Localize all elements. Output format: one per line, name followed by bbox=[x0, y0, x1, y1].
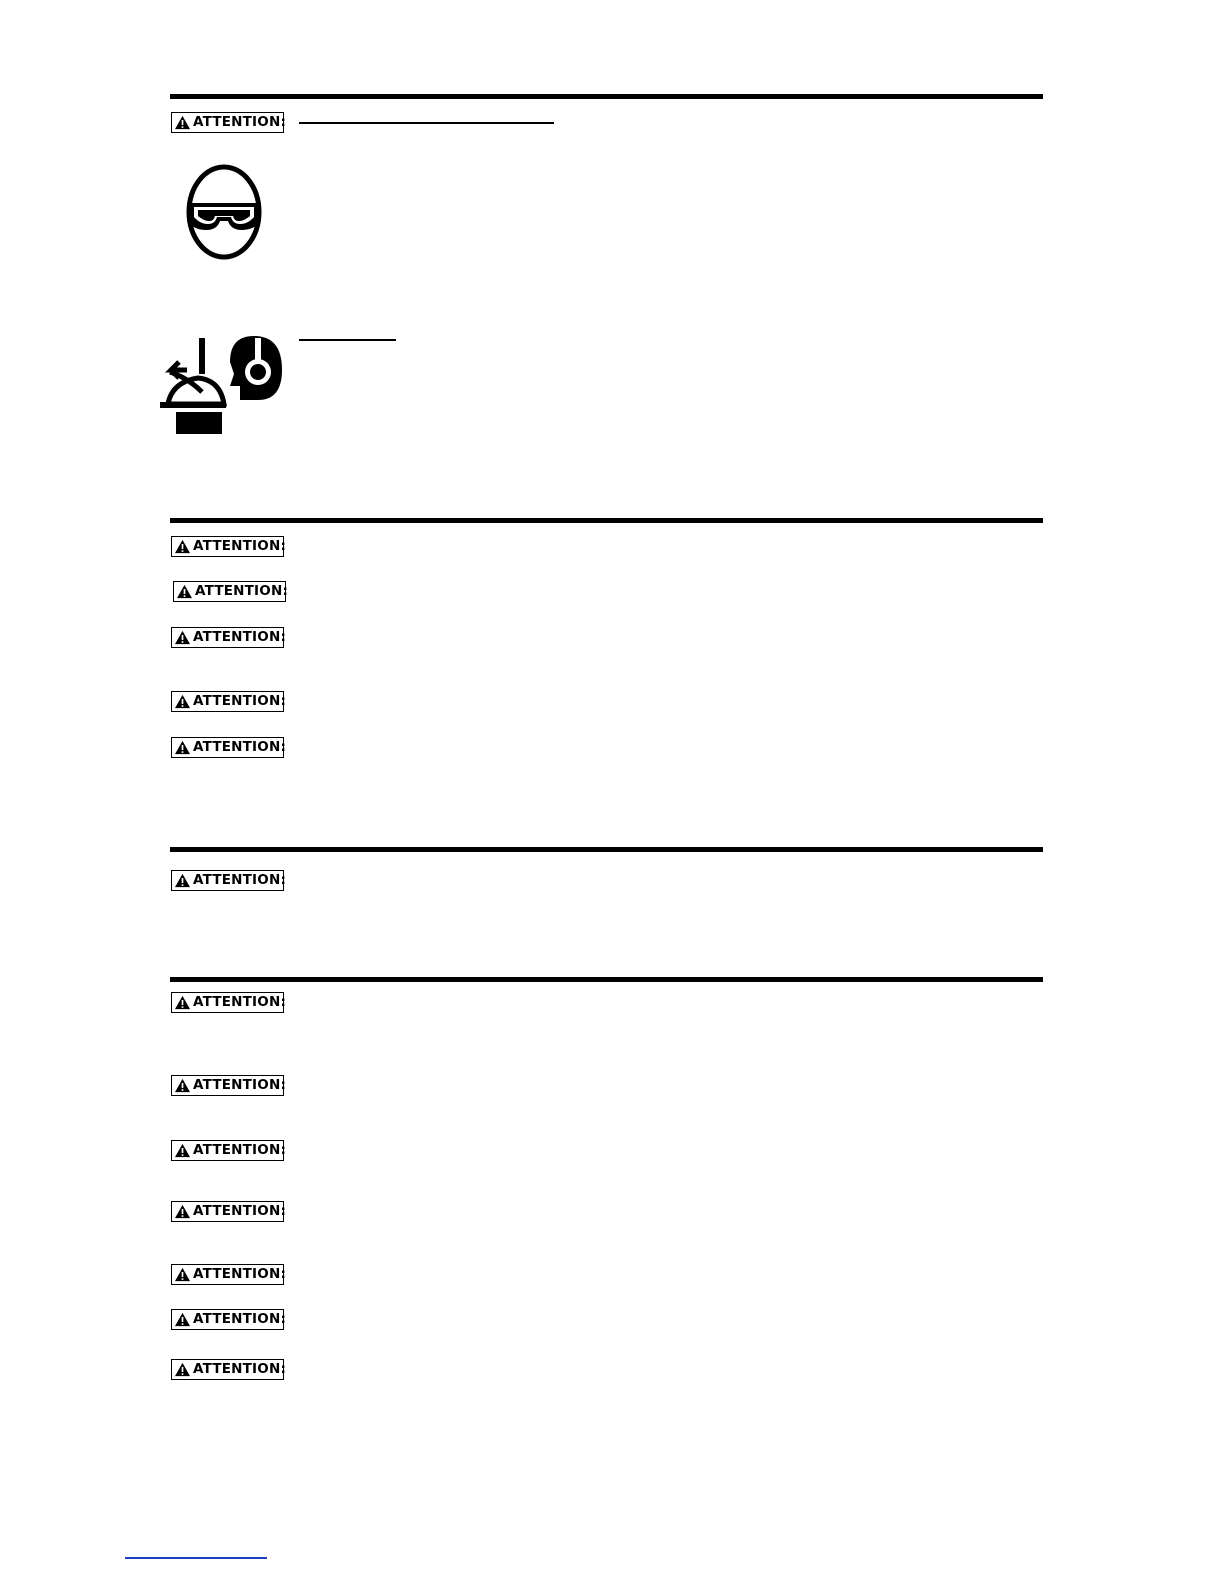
warning-triangle-icon bbox=[174, 630, 191, 645]
warning-triangle-icon bbox=[174, 1362, 191, 1377]
attention-label: ATTENTION: bbox=[193, 993, 287, 1010]
attention-label: ATTENTION: bbox=[193, 1265, 287, 1282]
safety-goggles-icon bbox=[184, 163, 264, 261]
warning-triangle-icon bbox=[174, 1204, 191, 1219]
attention-label: ATTENTION: bbox=[193, 1310, 287, 1327]
attention-label: ATTENTION: bbox=[193, 113, 287, 130]
attention-label: ATTENTION: bbox=[195, 582, 289, 599]
section-rule-4 bbox=[170, 977, 1043, 982]
attention-badge-5 bbox=[171, 691, 287, 712]
section-rule-1 bbox=[170, 94, 1043, 99]
footer-link-underline bbox=[125, 1557, 267, 1559]
attention-badge-8 bbox=[171, 992, 287, 1013]
warning-triangle-icon bbox=[174, 1267, 191, 1282]
warning-triangle-icon bbox=[174, 1143, 191, 1158]
warning-triangle-icon bbox=[174, 1078, 191, 1093]
attention-label: ATTENTION: bbox=[193, 871, 287, 888]
warning-triangle-icon bbox=[174, 1312, 191, 1327]
attention-badge-4 bbox=[171, 627, 287, 648]
attention-badge-14 bbox=[171, 1359, 287, 1380]
heading-underline-2 bbox=[299, 339, 396, 341]
attention-label: ATTENTION: bbox=[193, 692, 287, 709]
attention-badge-6 bbox=[171, 737, 287, 758]
hard-hat-ear-protection-icon bbox=[158, 334, 284, 434]
attention-label: ATTENTION: bbox=[193, 537, 287, 554]
warning-triangle-icon bbox=[176, 584, 193, 599]
attention-badge-7 bbox=[171, 870, 287, 891]
attention-badge-3 bbox=[173, 581, 289, 602]
warning-triangle-icon bbox=[174, 873, 191, 888]
section-rule-3 bbox=[170, 847, 1043, 852]
heading-underline-1 bbox=[299, 122, 554, 124]
attention-badge-2 bbox=[171, 536, 287, 557]
attention-badge-11 bbox=[171, 1201, 287, 1222]
section-rule-2 bbox=[170, 518, 1043, 523]
attention-badge-10 bbox=[171, 1140, 287, 1161]
attention-label: ATTENTION: bbox=[193, 1202, 287, 1219]
attention-badge-13 bbox=[171, 1309, 287, 1330]
warning-triangle-icon bbox=[174, 115, 191, 130]
attention-label: ATTENTION: bbox=[193, 738, 287, 755]
attention-label: ATTENTION: bbox=[193, 628, 287, 645]
attention-badge-1 bbox=[171, 112, 287, 133]
attention-label: ATTENTION: bbox=[193, 1360, 287, 1377]
warning-triangle-icon bbox=[174, 694, 191, 709]
attention-label: ATTENTION: bbox=[193, 1141, 287, 1158]
warning-triangle-icon bbox=[174, 539, 191, 554]
attention-badge-12 bbox=[171, 1264, 287, 1285]
attention-badge-9 bbox=[171, 1075, 287, 1096]
warning-triangle-icon bbox=[174, 740, 191, 755]
warning-triangle-icon bbox=[174, 995, 191, 1010]
attention-label: ATTENTION: bbox=[193, 1076, 287, 1093]
